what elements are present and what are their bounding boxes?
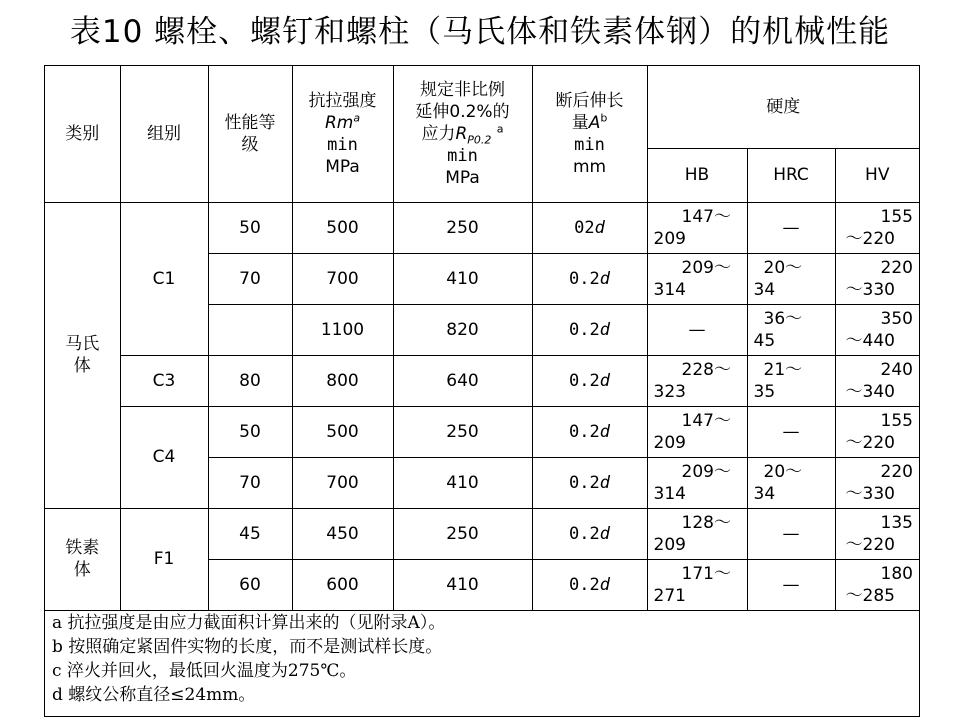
header-hardness-label: 硬度 [766, 96, 801, 117]
group-c4-label: C4 [152, 447, 176, 467]
elongation-symbol: d [599, 319, 610, 340]
hb-line2: 314 [653, 483, 686, 504]
tensile-symbol-text: Rm [324, 112, 354, 133]
cell-rp: 250 [393, 406, 532, 457]
header-elongation [532, 66, 647, 202]
footnote-b: b 按照确定紧固件实物的长度，而不是测试样长度。 [52, 637, 443, 657]
group-c4 [120, 406, 208, 508]
hrc-line1: 20～ [763, 461, 803, 482]
group-f1 [120, 508, 208, 610]
hrc-line2: 34 [753, 483, 776, 504]
hrc-line2: 34 [753, 279, 776, 300]
group-f1-label: F1 [153, 549, 175, 569]
cell-hrc [747, 355, 835, 406]
cell-elongation [532, 457, 647, 508]
elongation-value: 0.2 [569, 421, 600, 442]
cell-hv [835, 457, 919, 508]
cell-rm: 500 [292, 406, 393, 457]
header-group [120, 66, 208, 202]
elongation-value: 0.2 [569, 472, 600, 493]
hrc-line2: 35 [753, 381, 776, 402]
cell-rp: 250 [393, 508, 532, 559]
cell-hb [647, 304, 747, 355]
cell-hv [835, 202, 919, 253]
cell-hrc [747, 508, 835, 559]
header-elongation-line1: 断后伸长 [555, 90, 624, 111]
header-yield-line4: min [447, 145, 478, 166]
header-group-label: 组别 [147, 123, 181, 144]
tensile-footnote-mark: a [353, 111, 361, 125]
cell-rm: 500 [292, 202, 393, 253]
cell-hb [647, 253, 747, 304]
elongation-symbol: d [599, 574, 610, 595]
elongation-value: 0.2 [569, 574, 600, 595]
cell-elongation [532, 355, 647, 406]
hv-line1: 135 [880, 512, 913, 533]
cell-grade: 80 [208, 355, 292, 406]
hb-line2: 323 [653, 381, 686, 402]
hv-line1: 180 [880, 563, 913, 584]
header-tensile [292, 66, 393, 202]
hrc-line1: 36～ [763, 308, 803, 329]
cell-rm: 700 [292, 253, 393, 304]
cell-rp: 410 [393, 457, 532, 508]
header-grade [208, 66, 292, 202]
elongation-prefix: 量 [571, 112, 589, 133]
header-category [45, 66, 120, 202]
header-hb-label: HB [684, 165, 710, 185]
cell-rm: 600 [292, 559, 393, 610]
header-hardness [647, 66, 919, 148]
hv-line2: ～220 [845, 534, 895, 555]
header-category-label: 类别 [65, 123, 100, 144]
table-row [45, 406, 919, 457]
header-grade-line2: 级 [241, 134, 259, 155]
hv-line1: 155 [880, 410, 913, 431]
group-c1-label: C1 [152, 268, 176, 289]
header-tensile-line1: 抗拉强度 [308, 90, 377, 111]
cell-elongation [532, 253, 647, 304]
cell-hb [647, 559, 747, 610]
cell-hb [647, 355, 747, 406]
group-c3 [120, 355, 208, 406]
cell-grade: 70 [208, 253, 292, 304]
yield-symbol-text: R [455, 123, 468, 144]
hrc-line1: 21～ [763, 359, 803, 380]
yield-subscript: P0.2 [467, 133, 492, 147]
hrc-line1: — [782, 574, 800, 595]
hb-line2: 271 [653, 585, 686, 606]
header-hrc [747, 148, 835, 202]
cell-rp: 250 [393, 202, 532, 253]
footnote-a: a 抗拉强度是由应力截面积计算出来的（见附录A）。 [52, 613, 446, 633]
header-hb [647, 148, 747, 202]
hv-line2: ～220 [845, 432, 895, 453]
group-c3-label: C3 [152, 370, 176, 391]
hb-line2: 209 [653, 432, 686, 453]
header-hv-label: HV [865, 165, 890, 185]
hb-line1: 147～ [681, 410, 731, 431]
cell-hb [647, 457, 747, 508]
header-elongation-line3: min [574, 134, 605, 155]
table-footnotes [52, 611, 912, 707]
cell-hv [835, 253, 919, 304]
hv-line2: ～330 [845, 483, 895, 504]
header-tensile-line3: min [327, 134, 358, 155]
hrc-line1: — [782, 523, 800, 544]
cell-rm: 1100 [292, 304, 393, 355]
header-grade-line1: 性能等 [224, 112, 276, 133]
cell-hv [835, 406, 919, 457]
header-yield-line1: 规定非比例 [420, 79, 505, 100]
cell-hrc [747, 202, 835, 253]
footnote-d: d 螺纹公称直径≤24mm。 [52, 685, 256, 705]
category-ferritic-line2: 体 [73, 560, 91, 580]
hv-line1: 240 [880, 359, 913, 380]
cell-hrc [747, 406, 835, 457]
yield-footnote-mark: a [496, 122, 504, 136]
category-ferritic [45, 508, 120, 610]
hv-line1: 220 [880, 461, 913, 482]
cell-hrc [747, 457, 835, 508]
cell-rm: 800 [292, 355, 393, 406]
elongation-symbol: d [599, 472, 610, 493]
elongation-value: 0.2 [569, 268, 600, 289]
hb-line1: 228～ [681, 359, 731, 380]
header-hv [835, 148, 919, 202]
hv-line1: 220 [880, 257, 913, 278]
cell-hrc [747, 304, 835, 355]
cell-hv [835, 508, 919, 559]
header-yield-unit: MPa [445, 167, 480, 188]
cell-grade: 50 [208, 406, 292, 457]
header-hrc-label: HRC [773, 165, 809, 185]
cell-rm: 450 [292, 508, 393, 559]
cell-elongation [532, 559, 647, 610]
cell-hb [647, 202, 747, 253]
elongation-symbol: d [599, 421, 610, 442]
elongation-value: 02 [574, 217, 595, 238]
category-martensitic-line1: 马氏 [65, 334, 100, 354]
cell-rp: 820 [393, 304, 532, 355]
elongation-symbol-text: A [588, 112, 601, 133]
cell-elongation [532, 406, 647, 457]
hv-line1: 350 [880, 308, 913, 329]
hv-line2: ～285 [845, 585, 895, 606]
header-yield [393, 66, 532, 202]
cell-rm: 700 [292, 457, 393, 508]
hb-line2: 209 [653, 228, 686, 249]
header-yield-line3 [394, 123, 532, 145]
hb-line1: 209～ [681, 257, 731, 278]
footnote-c: c 淬火并回火，最低回火温度为275℃。 [52, 661, 357, 681]
cell-grade: 60 [208, 559, 292, 610]
yield-prefix: 应力 [421, 123, 456, 144]
mechanical-properties-table [45, 66, 919, 611]
hv-line2: ～340 [845, 381, 895, 402]
cell-hv [835, 304, 919, 355]
cell-grade: 70 [208, 457, 292, 508]
elongation-symbol: d [599, 268, 610, 289]
hv-line2: ～330 [845, 279, 895, 300]
cell-grade [208, 304, 292, 355]
cell-elongation [532, 202, 647, 253]
elongation-value: 0.2 [569, 370, 600, 391]
cell-grade: 50 [208, 202, 292, 253]
cell-elongation [532, 304, 647, 355]
cell-rp: 410 [393, 253, 532, 304]
elongation-footnote-mark: b [600, 111, 608, 125]
category-ferritic-line1: 铁素 [65, 538, 100, 558]
hrc-line2: 45 [753, 330, 776, 351]
hb-line1: 147～ [681, 206, 731, 227]
cell-hv [835, 559, 919, 610]
cell-hv [835, 355, 919, 406]
cell-hrc [747, 559, 835, 610]
cell-rp: 410 [393, 559, 532, 610]
hrc-line1: — [782, 217, 800, 238]
elongation-symbol: d [599, 370, 610, 391]
elongation-symbol: d [594, 217, 605, 238]
table-row [45, 202, 919, 253]
header-yield-line2: 延伸0.2%的 [415, 101, 510, 122]
header-elongation-unit: mm [572, 156, 607, 177]
hrc-line1: — [782, 421, 800, 442]
cell-grade: 45 [208, 508, 292, 559]
cell-elongation [532, 508, 647, 559]
table-row [45, 355, 919, 406]
hb-line1: — [688, 319, 706, 340]
cell-hrc [747, 253, 835, 304]
hb-line2: 314 [653, 279, 686, 300]
elongation-symbol: d [599, 523, 610, 544]
cell-hb [647, 508, 747, 559]
elongation-value: 0.2 [569, 319, 600, 340]
cell-rp: 640 [393, 355, 532, 406]
category-martensitic-line2: 体 [73, 356, 91, 376]
hv-line2: ～440 [845, 330, 895, 351]
hv-line2: ～220 [845, 228, 895, 249]
hb-line1: 128～ [681, 512, 731, 533]
hv-line1: 155 [880, 206, 913, 227]
page-title: 表10 螺栓、螺钉和螺柱（马氏体和铁素体钢）的机械性能 [69, 14, 891, 50]
hb-line1: 209～ [681, 461, 731, 482]
hrc-line1: 20～ [763, 257, 803, 278]
elongation-value: 0.2 [569, 523, 600, 544]
hb-line2: 209 [653, 534, 686, 555]
group-c1 [120, 202, 208, 355]
header-elongation-line2 [533, 112, 647, 134]
header-tensile-unit: MPa [325, 156, 360, 177]
table-row [45, 508, 919, 559]
hb-line1: 171～ [681, 563, 731, 584]
header-tensile-symbol [293, 112, 393, 134]
category-martensitic [45, 202, 120, 508]
cell-hb [647, 406, 747, 457]
